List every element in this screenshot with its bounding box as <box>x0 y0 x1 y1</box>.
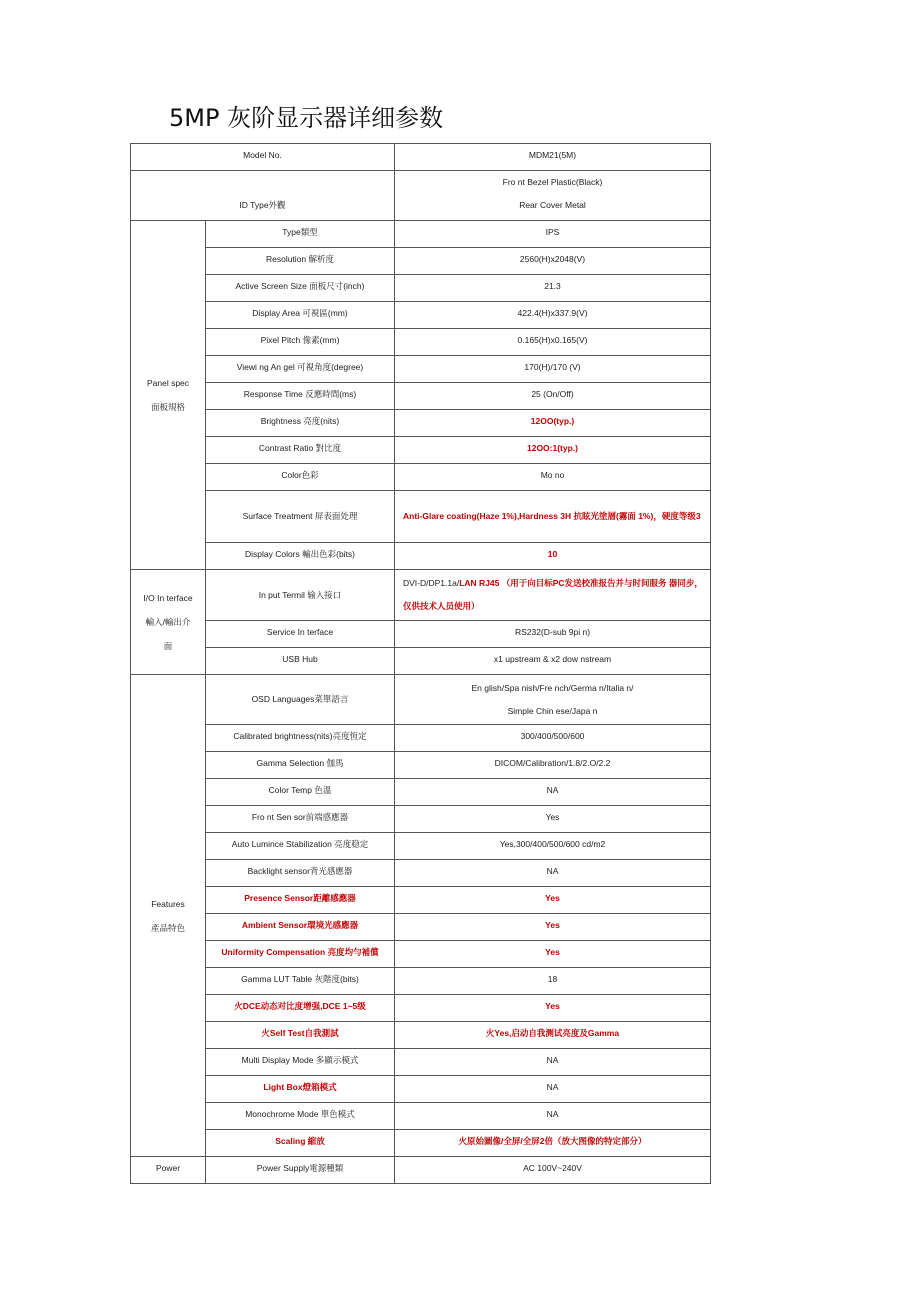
row-value: 12OO:1(typ.) <box>395 437 711 464</box>
row-label: Fro nt Sen sor前端感應器 <box>206 806 395 833</box>
table-row <box>131 464 711 491</box>
group-features-line1: Features <box>151 898 185 909</box>
row-value: 21.3 <box>395 275 711 302</box>
id-type-value <box>395 171 711 221</box>
row-label: Uniformity Compensation 亮度均勻補償 <box>206 941 395 968</box>
osd-value-line1: En glish/Spa nish/Fre nch/Germa n/Italia n/ <box>471 682 634 693</box>
row-value: Yes <box>395 995 711 1022</box>
table-row <box>131 860 711 887</box>
table-row <box>131 221 711 248</box>
table-row <box>131 1157 711 1184</box>
table-row <box>131 356 711 383</box>
row-label: Auto Lumince Stabilization 亮度稳定 <box>206 833 395 860</box>
page-title: 5MP 灰阶显示器详细参数 <box>169 104 444 132</box>
row-value: 300/400/500/600 <box>395 725 711 752</box>
table-row <box>131 383 711 410</box>
group-io-line2: 輸入/輸出介 <box>145 617 191 627</box>
row-value: 火原始圖像/全屏/全屏2倍（放大图像的特定部分） <box>395 1130 711 1157</box>
row-value: Yes <box>395 941 711 968</box>
table-row <box>131 1130 711 1157</box>
row-label: Response Time 反應時間(ms) <box>206 383 395 410</box>
group-io-line1: I/O In terface <box>143 593 193 603</box>
row-value: 火Yes,启动自我测试亮度及Gamma <box>395 1022 711 1049</box>
table-row <box>131 806 711 833</box>
table-row <box>131 1022 711 1049</box>
row-value: NA <box>395 1049 711 1076</box>
table-row <box>131 1076 711 1103</box>
row-label: Surface Treatment 屏表面处理 <box>206 491 395 543</box>
row-label: Backlight sensor背光感應器 <box>206 860 395 887</box>
table-row <box>131 302 711 329</box>
group-features-line2: 產品特色 <box>150 922 185 933</box>
row-label: Ambient Sensor環境光感應器 <box>206 914 395 941</box>
table-row <box>131 887 711 914</box>
row-label: Pixel Pitch 像素(mm) <box>206 329 395 356</box>
row-label: Display Area 可視區(mm) <box>206 302 395 329</box>
row-label: Calibrated brightness(nits)亮度恆定 <box>206 725 395 752</box>
row-value: Yes <box>395 887 711 914</box>
row-label: Color Temp 色溫 <box>206 779 395 806</box>
table-row <box>131 1103 711 1130</box>
model-label: Model No. <box>131 144 395 171</box>
row-value: 0.165(H)x0.165(V) <box>395 329 711 356</box>
row-label: Gamma Selection 伽馬 <box>206 752 395 779</box>
model-value: MDM21(5M) <box>395 144 711 171</box>
table-row <box>131 491 711 543</box>
row-value <box>395 675 711 725</box>
row-value: Anti-Glare coating(Haze 1%),Hardness 3H 抗眩光塗層(霧面 1%)，硬度等级3 <box>395 491 711 543</box>
table-row <box>131 833 711 860</box>
group-panel-line2: 面板規格 <box>150 402 185 412</box>
row-label: In put Termil 输入接口 <box>206 570 395 621</box>
row-label: Light Box燈箱模式 <box>206 1076 395 1103</box>
table-row <box>131 779 711 806</box>
row-label: Multi Display Mode 多顯示模式 <box>206 1049 395 1076</box>
group-io <box>131 570 206 675</box>
table-row <box>131 171 711 221</box>
row-value: 12OO(typ.) <box>395 410 711 437</box>
spec-table <box>130 143 711 1184</box>
table-row <box>131 995 711 1022</box>
input-value-prefix: DVI-D/DP1.1a/ <box>403 578 460 588</box>
table-row <box>131 248 711 275</box>
row-value: 18 <box>395 968 711 995</box>
table-row <box>131 410 711 437</box>
row-value: x1 upstream & x2 dow nstream <box>395 648 711 675</box>
row-label: Type類型 <box>206 221 395 248</box>
table-row <box>131 275 711 302</box>
table-row <box>131 437 711 464</box>
table-row <box>131 543 711 570</box>
row-label: Brightness 亮度(nits) <box>206 410 395 437</box>
row-label: Display Colors 輸出色彩(bits) <box>206 543 395 570</box>
group-io-line3: 面 <box>163 641 173 651</box>
row-label: Presence Sensor距離感應器 <box>206 887 395 914</box>
row-value: NA <box>395 1103 711 1130</box>
row-value: NA <box>395 779 711 806</box>
group-panel <box>131 221 206 570</box>
input-value-lan: LAN RJ45 （用于向目标PC发送校准报告并与时间服务 器同步，仅供技术人员使用） <box>403 578 703 611</box>
row-label: Resolution 解析度 <box>206 248 395 275</box>
row-label: Service In terface <box>206 621 395 648</box>
id-type-line1: Fro nt Bezel Plastic(Black) <box>502 177 603 187</box>
row-value: RS232(D-sub 9pi n) <box>395 621 711 648</box>
row-label: Monochrome Mode 單色模式 <box>206 1103 395 1130</box>
osd-value-line2: Simple Chin ese/Japa n <box>507 705 598 716</box>
row-value: DICOM/Calibration/1.8/2.O/2.2 <box>395 752 711 779</box>
table-row <box>131 1049 711 1076</box>
table-row <box>131 144 711 171</box>
row-label: Color色彩 <box>206 464 395 491</box>
group-panel-line1: Panel spec <box>146 378 190 388</box>
row-value: NA <box>395 1076 711 1103</box>
table-row <box>131 675 711 725</box>
table-row <box>131 648 711 675</box>
row-label: OSD Languages菜單語言 <box>206 675 395 725</box>
row-value: 422.4(H)x337.9(V) <box>395 302 711 329</box>
table-row <box>131 752 711 779</box>
row-value: 25 (On/Off) <box>395 383 711 410</box>
row-value: Yes,300/400/500/600 cd/m2 <box>395 833 711 860</box>
row-label: Scaling 縮放 <box>206 1130 395 1157</box>
row-value: NA <box>395 860 711 887</box>
row-value: AC 100V~240V <box>395 1157 711 1184</box>
row-label: Active Screen Size 面板尺寸(inch) <box>206 275 395 302</box>
row-value: Yes <box>395 806 711 833</box>
group-features <box>131 675 206 1157</box>
group-power: Power <box>131 1157 206 1184</box>
row-label: Gamma LUT Table 灰階度(bits) <box>206 968 395 995</box>
row-value: Mo no <box>395 464 711 491</box>
row-label: USB Hub <box>206 648 395 675</box>
row-label: Viewi ng An gel 可視角度(degree) <box>206 356 395 383</box>
row-label: Contrast Ratio 對比度 <box>206 437 395 464</box>
row-label: 火Self Test自我測試 <box>206 1022 395 1049</box>
row-value: 10 <box>395 543 711 570</box>
table-row <box>131 968 711 995</box>
id-type-line2: Rear Cover Metal <box>519 200 586 210</box>
row-value: Yes <box>395 914 711 941</box>
table-row <box>131 725 711 752</box>
row-label: Power Supply電源種類 <box>206 1157 395 1184</box>
table-row <box>131 329 711 356</box>
row-value-input <box>395 570 711 621</box>
table-row <box>131 941 711 968</box>
row-value: 170(H)/170 (V) <box>395 356 711 383</box>
id-type-label: ID Type外觀 <box>131 171 395 221</box>
table-row <box>131 914 711 941</box>
table-row <box>131 570 711 621</box>
row-value: IPS <box>395 221 711 248</box>
row-label: 火DCE动态对比度增强,DCE 1~5级 <box>206 995 395 1022</box>
row-value: 2560(H)x2048(V) <box>395 248 711 275</box>
table-row <box>131 621 711 648</box>
